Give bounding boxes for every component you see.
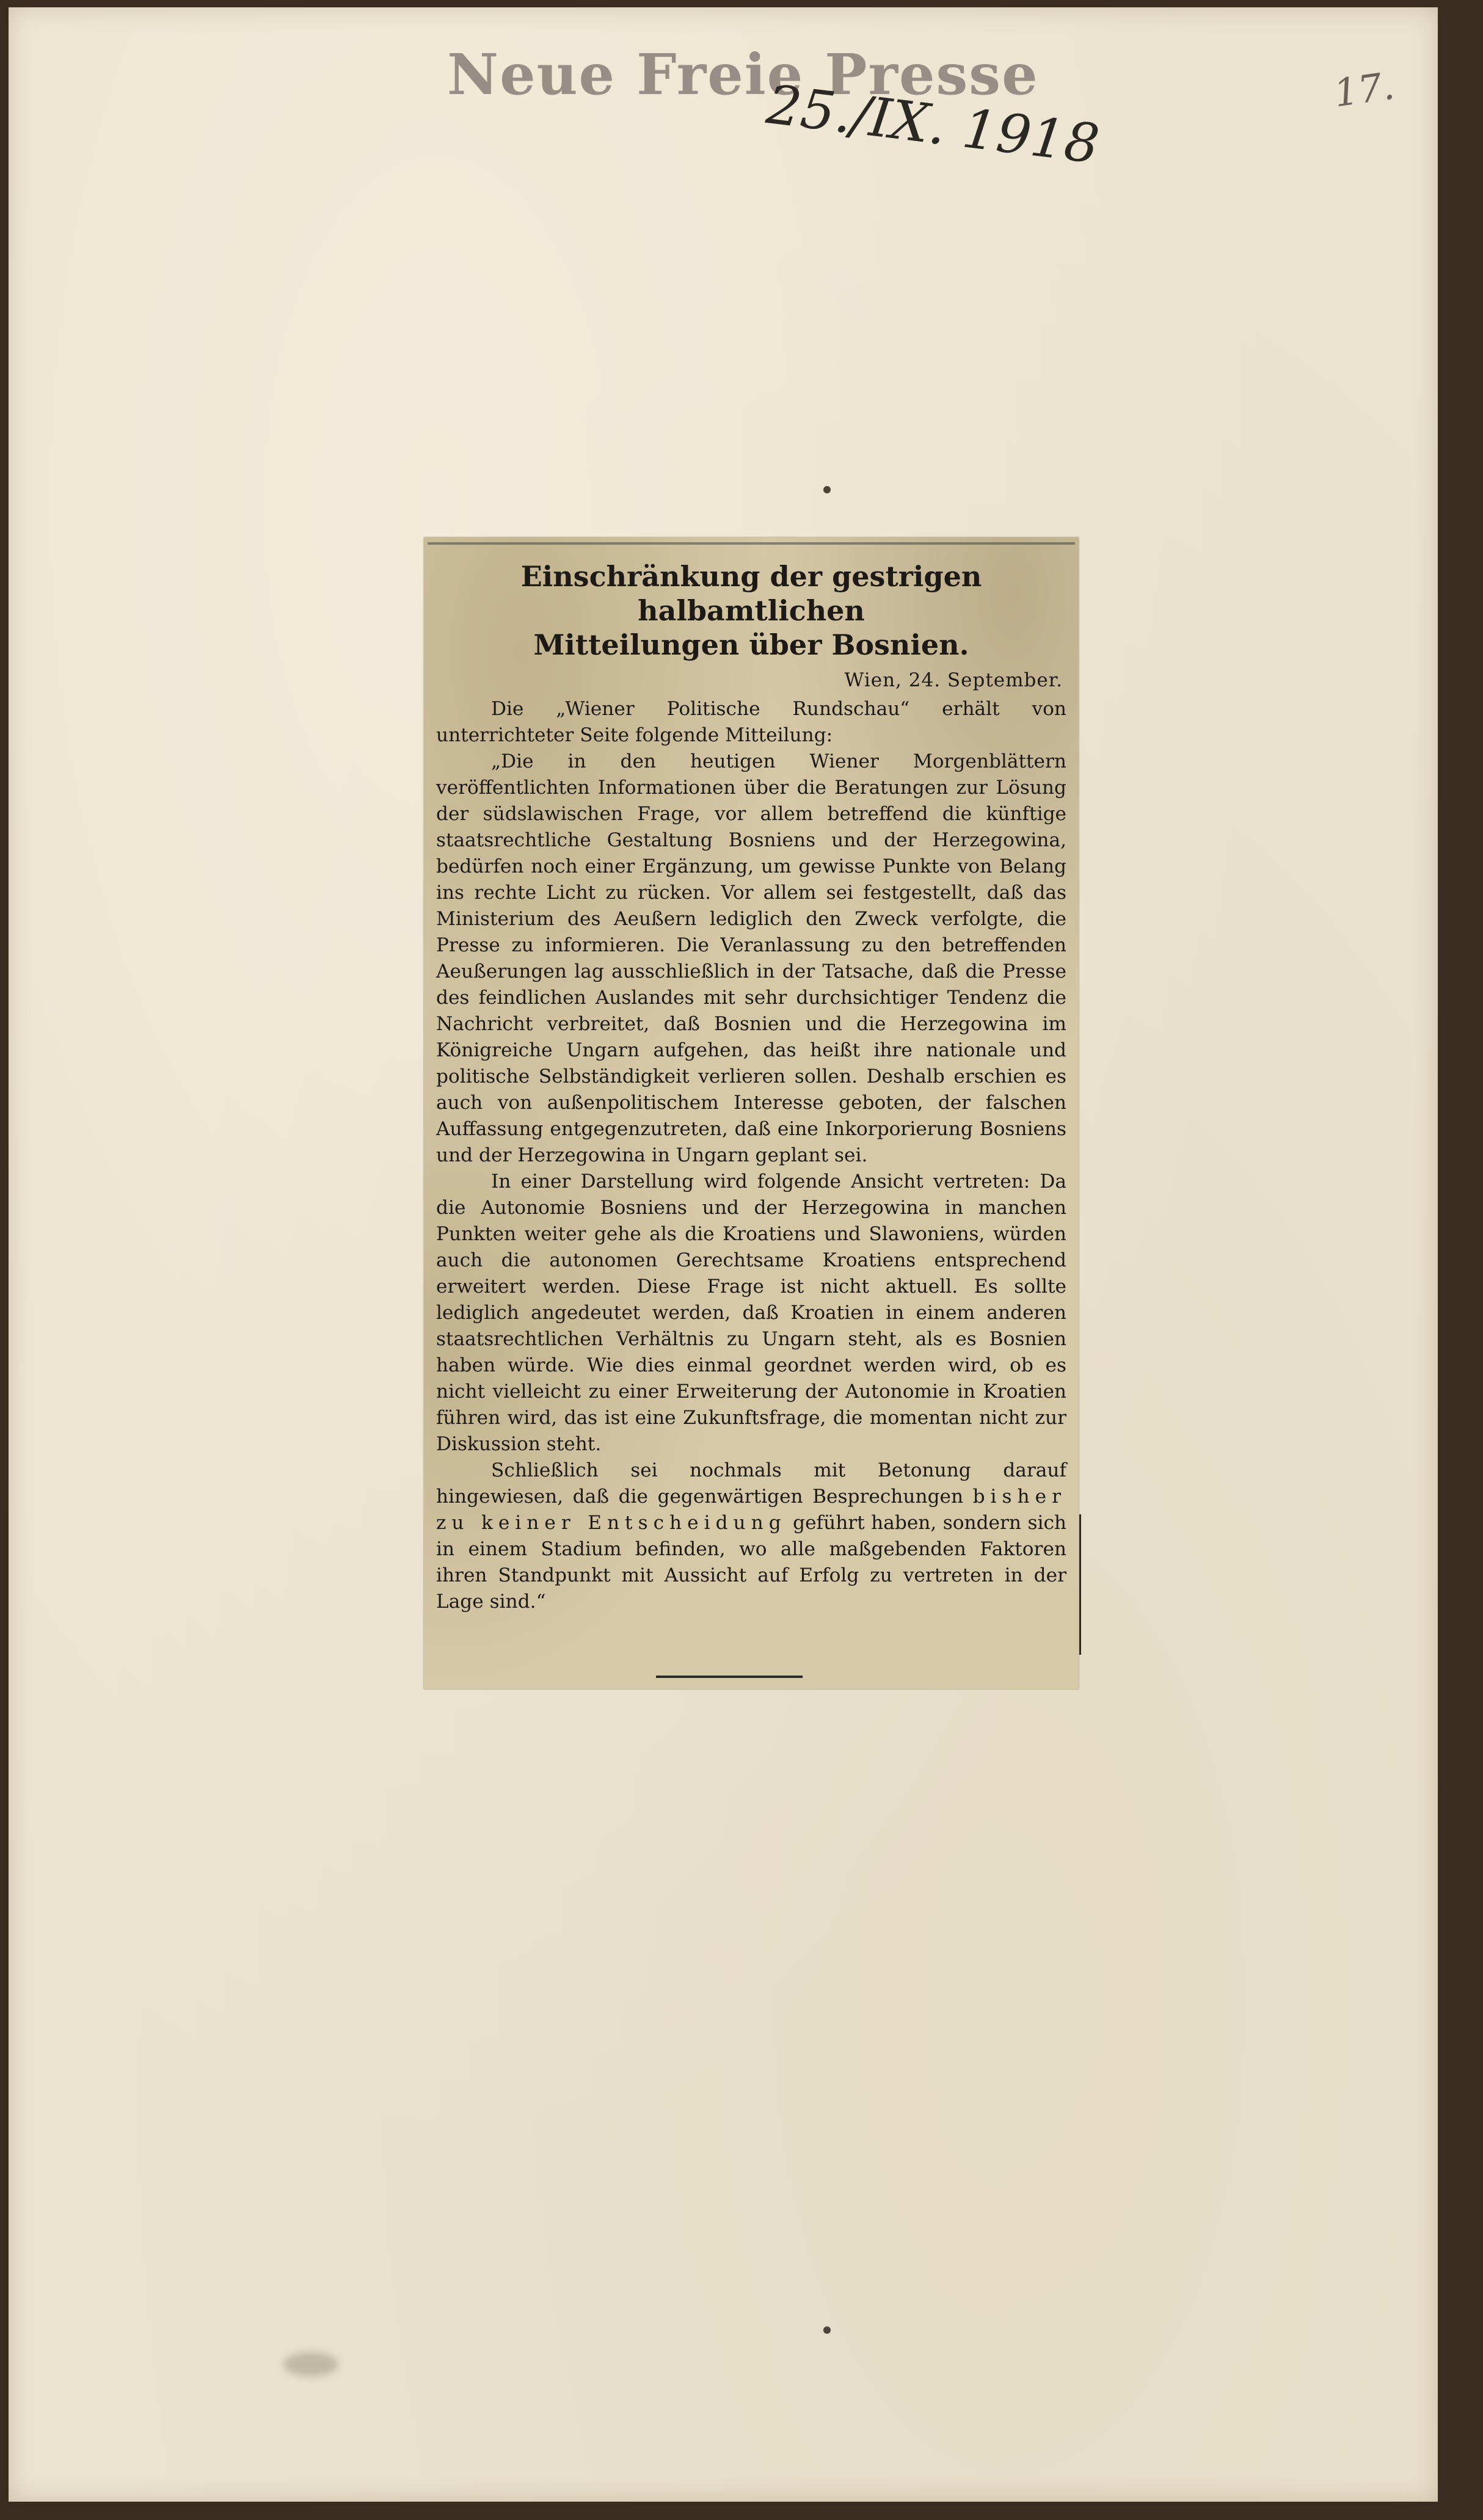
newspaper-stamp: Neue Freie Presse: [447, 42, 1039, 107]
article-paragraph-final: [436, 1458, 1066, 1615]
clipping-edge-mark: [1079, 1514, 1081, 1655]
paper-speck: [823, 2326, 831, 2334]
handwritten-page-number: 17.: [1331, 63, 1397, 116]
archive-sheet: [9, 7, 1438, 2502]
newspaper-clipping: [424, 537, 1079, 1689]
final-text-before: Schließlich sei nochmals mit Betonung darauf hingewiesen, daß die gegenwärtigen Besprechungen: [436, 1459, 1066, 1508]
handwritten-date: 25./IX. 1918: [763, 73, 1103, 176]
article-headline: [436, 559, 1066, 662]
top-rule: [428, 542, 1075, 545]
article-dateline: Wien, 24. September.: [844, 669, 1063, 691]
article-paragraph: In einer Darstellung wird folgende Ansicht vertreten: Da die Autonomie Bosniens und der Herzegowina in manchen Punkten weiter gehe als die Kroatiens und Slawoniens, würden auch die autonomen Gerechtsame Kroatiens entsprechend erweitert werden. Diese Frage ist nicht aktuell. Es sollte lediglich angedeutet werden, daß Kroatien in einem anderen staatsrechtlichen Verhältnis zu Ungarn steht, als es Bosnien haben würde. Wie dies einmal geordnet werden wird, ob es nicht vielleicht zu einer Erweiterung der Autonomie in Kroatien führen wird, das ist eine Zukunftsfrage, die momentan nicht zur Diskussion steht.: [436, 1171, 1066, 1455]
paper-smudge: [283, 2352, 338, 2377]
headline-line-2: Mitteilungen über Bosnien.: [533, 628, 969, 661]
article-paragraph: „Die in den heutigen Wiener Morgenblättern veröffentlichten Informationen über die Beratungen zur Lösung der südslawischen Frage, vor allem betreffend die künftige staatsrechtliche Gestaltung Bosniens und der Herzegowina, bedürfen noch einer Ergänzung, um gewisse Punkte von Belang ins rechte Licht zu rücken. Vor allem sei festgestellt, daß das Ministerium des Aeußern lediglich den Zweck verfolgte, die Presse zu informieren. Die Veranlassung zu den betreffenden Aeußerungen lag ausschließlich in der Tatsache, daß die Presse des feindlichen Auslandes mit sehr durchsichtiger Tendenz die Nachricht verbreitet, daß Bosnien und die Herzegowina im Königreiche Ungarn aufgehen, das heißt ihre nationale und politische Selbständigkeit verlieren sollen. Deshalb erschien es auch von außenpolitischem Interesse geboten, der falschen Auffassung entgegenzutreten, daß eine Inkorporierung Bosniens und der Herzegowina in Ungarn geplant sei.: [436, 750, 1066, 1166]
final-text-emphasis: bisher zu keiner Entscheidung: [436, 1486, 1066, 1534]
final-text-after: geführt haben, sondern sich in einem Stadium befinden, wo alle maßgebenden Faktoren ihren Standpunkt mit Aussicht auf Erfolg zu vertreten in der Lage sind.“: [436, 1512, 1066, 1613]
headline-line-1: Einschränkung der gestrigen halbamtlichen: [520, 560, 982, 627]
paper-speck: [823, 486, 831, 493]
bottom-rule: [656, 1676, 803, 1678]
article-paragraph: Die „Wiener Politische Rundschau“ erhält von unterrichteter Seite folgende Mitteilung:: [436, 698, 1066, 746]
